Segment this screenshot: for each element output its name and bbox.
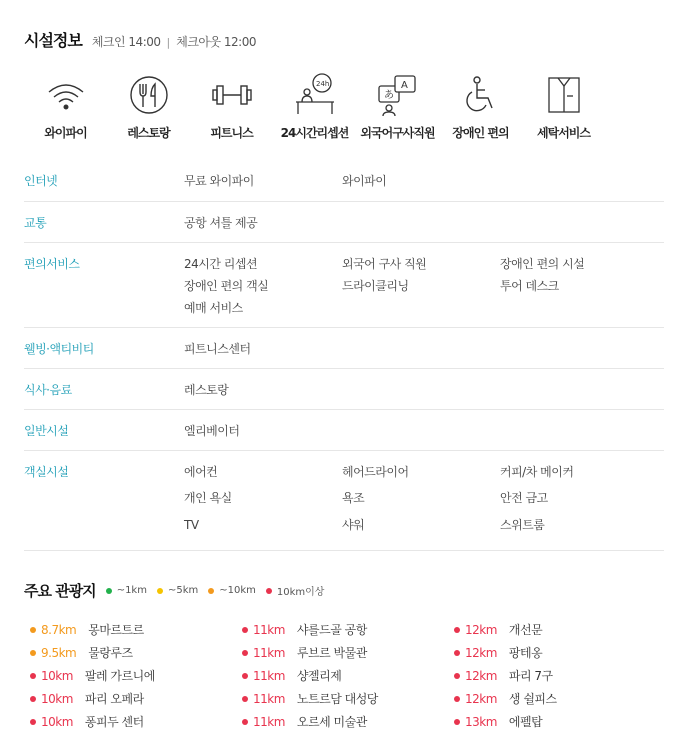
- facility-items: [184, 451, 664, 550]
- reception-24h-icon: [292, 72, 338, 118]
- wheelchair-icon: [458, 72, 504, 118]
- facility-item: 예매 서비스: [184, 301, 243, 315]
- facility-row-internet: [24, 160, 664, 202]
- attraction-item: [242, 664, 454, 687]
- restaurant-icon: [126, 72, 172, 118]
- facility-item: 커피/차 메이커: [500, 465, 574, 479]
- attraction-name: 팡테옹: [508, 646, 543, 660]
- amenity-language-staff: [356, 72, 439, 141]
- attraction-item: [30, 664, 242, 687]
- amenity-label: 24시간리셉션: [280, 126, 349, 140]
- distance-dot: [242, 650, 248, 656]
- facility-item: 개인 욕실: [184, 491, 232, 506]
- amenity-accessibility: [439, 72, 522, 141]
- distance-legend: [106, 583, 335, 598]
- facility-item: 레스토랑: [184, 383, 229, 397]
- attraction-name: 팔레 가르니에: [84, 669, 155, 683]
- attraction-item: [242, 687, 454, 710]
- facility-category: 편의서비스: [24, 257, 80, 271]
- distance-dot: [454, 673, 460, 679]
- attraction-item: [30, 687, 242, 710]
- facility-category: 일반시설: [24, 424, 69, 438]
- amenity-icons: [24, 72, 605, 141]
- facility-item: 24시간 리셉션: [184, 257, 258, 271]
- attraction-item: [454, 687, 654, 710]
- facility-table: [24, 160, 664, 551]
- attraction-name: 오르세 미술관: [296, 715, 367, 729]
- attraction-distance: 11km: [253, 645, 285, 660]
- attraction-name: 루브르 박물관: [296, 646, 367, 660]
- attraction-distance: 10km: [41, 691, 73, 706]
- facility-items: [184, 328, 664, 368]
- facility-items: [184, 243, 664, 327]
- amenity-label: 세탁서비스: [537, 126, 590, 140]
- facility-item: 에어컨: [184, 465, 218, 479]
- distance-dot: [242, 719, 248, 725]
- amenity-label: 외국어구사직원: [360, 126, 435, 140]
- distance-dot: [454, 696, 460, 702]
- attraction-distance: 11km: [253, 714, 285, 729]
- distance-dot: [242, 696, 248, 702]
- language-staff-icon: [375, 72, 421, 118]
- attraction-item: [30, 641, 242, 664]
- facility-item: 와이파이: [342, 174, 387, 188]
- attraction-distance: 10km: [41, 714, 73, 729]
- attraction-item: [30, 618, 242, 641]
- legend-item: [266, 583, 325, 598]
- facility-category: 인터넷: [24, 174, 58, 188]
- attractions-header: [24, 580, 334, 601]
- attraction-item: [30, 710, 242, 733]
- attraction-name: 개선문: [508, 623, 543, 637]
- facility-item: 샤워: [342, 517, 365, 532]
- attraction-item: [454, 664, 654, 687]
- attraction-distance: 11km: [253, 622, 285, 637]
- attraction-distance: 12km: [465, 622, 497, 637]
- amenity-label: 레스토랑: [127, 126, 170, 140]
- distance-dot: [242, 627, 248, 633]
- attraction-name: 물랑루즈: [88, 646, 133, 660]
- distance-dot: [30, 650, 36, 656]
- facility-item: 장애인 편의 객실: [184, 279, 269, 293]
- svg-text:A: A: [400, 80, 408, 91]
- svg-text:24h: 24h: [315, 80, 329, 88]
- distance-dot: [242, 673, 248, 679]
- attraction-name: 생 쉴피스: [508, 692, 557, 706]
- attraction-distance: 12km: [465, 668, 497, 683]
- facility-category: 객실시설: [24, 465, 69, 479]
- facility-items: [184, 160, 664, 201]
- dumbbell-icon: [209, 72, 255, 118]
- divider: |: [166, 36, 171, 49]
- facility-row-transport: [24, 202, 664, 243]
- attraction-name: 파리 7구: [508, 669, 553, 683]
- facility-item: 헤어드라이어: [342, 465, 409, 479]
- legend-label: ~10km: [219, 585, 256, 596]
- facility-row-room: [24, 451, 664, 551]
- facility-row-general: [24, 410, 664, 451]
- distance-dot: [454, 627, 460, 633]
- attraction-item: [242, 641, 454, 664]
- wifi-icon: [43, 72, 89, 118]
- amenity-label: 장애인 편의: [452, 126, 509, 140]
- laundry-shirt-icon: [541, 72, 587, 118]
- facility-row-wellness: [24, 328, 664, 369]
- attraction-item: [242, 618, 454, 641]
- facility-item: 장애인 편의 시설: [500, 257, 585, 271]
- distance-dot: [30, 627, 36, 633]
- facility-item: 스위트룸: [500, 517, 545, 532]
- amenity-label: 와이파이: [44, 126, 87, 140]
- distance-dot: [30, 673, 36, 679]
- legend-label: ~5km: [167, 585, 199, 596]
- attraction-distance: 13km: [465, 714, 497, 729]
- legend-dot: [266, 588, 272, 594]
- legend-item: [106, 585, 147, 596]
- facility-item: 욕조: [342, 491, 365, 506]
- distance-dot: [30, 696, 36, 702]
- attractions-list: [30, 618, 654, 733]
- amenity-restaurant: [107, 72, 190, 141]
- facility-info-header: [24, 28, 256, 51]
- facility-row-dining: [24, 369, 664, 410]
- attraction-distance: 10km: [41, 668, 73, 683]
- attraction-distance: 11km: [253, 691, 285, 706]
- legend-item: [157, 585, 198, 596]
- checkout-time: 체크아웃 12:00: [176, 35, 256, 49]
- amenity-fitness: [190, 72, 273, 141]
- legend-dot: [106, 588, 112, 594]
- attraction-distance: 11km: [253, 668, 285, 683]
- amenity-wifi: [24, 72, 107, 141]
- attraction-item: [454, 710, 654, 733]
- facility-item: 드라이클리닝: [342, 279, 409, 293]
- facility-items: [184, 369, 664, 409]
- facility-item: 투어 데스크: [500, 279, 559, 293]
- attraction-distance: 8.7km: [41, 622, 77, 637]
- facility-items: [184, 410, 664, 450]
- facility-item: 피트니스센터: [184, 342, 251, 356]
- attraction-distance: 12km: [465, 691, 497, 706]
- facility-items: [184, 202, 664, 242]
- attraction-name: 노트르담 대성당: [296, 692, 378, 706]
- svg-text:あ: あ: [383, 90, 394, 101]
- facility-item: 안전 금고: [500, 491, 548, 506]
- facility-category: 웰빙·액티비티: [24, 342, 94, 356]
- attraction-item: [242, 710, 454, 733]
- attraction-name: 샤를드골 공항: [296, 623, 367, 637]
- facility-item: TV: [184, 517, 199, 532]
- checkin-time: 체크인 14:00: [91, 35, 161, 49]
- attractions-title: 주요 관광지: [24, 582, 96, 600]
- legend-dot: [208, 588, 214, 594]
- attraction-name: 샹젤리제: [296, 669, 342, 683]
- attraction-item: [454, 618, 654, 641]
- attraction-item: [454, 641, 654, 664]
- facility-row-services: [24, 243, 664, 328]
- attraction-name: 에펠탑: [508, 715, 543, 729]
- distance-dot: [454, 719, 460, 725]
- facility-item: 공항 셔틀 제공: [184, 216, 258, 230]
- facility-item: 외국어 구사 직원: [342, 257, 427, 271]
- attraction-name: 파리 오페라: [84, 692, 144, 706]
- attraction-distance: 9.5km: [41, 645, 77, 660]
- facility-category: 식사·음료: [24, 383, 72, 397]
- distance-dot: [454, 650, 460, 656]
- amenity-label: 피트니스: [210, 126, 253, 140]
- facility-category: 교통: [24, 216, 47, 230]
- legend-label: ~1km: [116, 585, 147, 596]
- distance-dot: [30, 719, 36, 725]
- facility-item: 무료 와이파이: [184, 174, 254, 188]
- legend-label: 10km이상: [276, 587, 325, 598]
- legend-item: [208, 585, 256, 596]
- section-title: 시설정보: [24, 31, 82, 50]
- facility-item: 엘리베이터: [184, 424, 240, 438]
- amenity-24h-reception: [273, 72, 356, 141]
- amenity-laundry: [522, 72, 605, 141]
- attraction-distance: 12km: [465, 645, 497, 660]
- attraction-name: 몽마르트르: [88, 623, 144, 637]
- attraction-name: 퐁피두 센터: [84, 715, 144, 729]
- legend-dot: [157, 588, 163, 594]
